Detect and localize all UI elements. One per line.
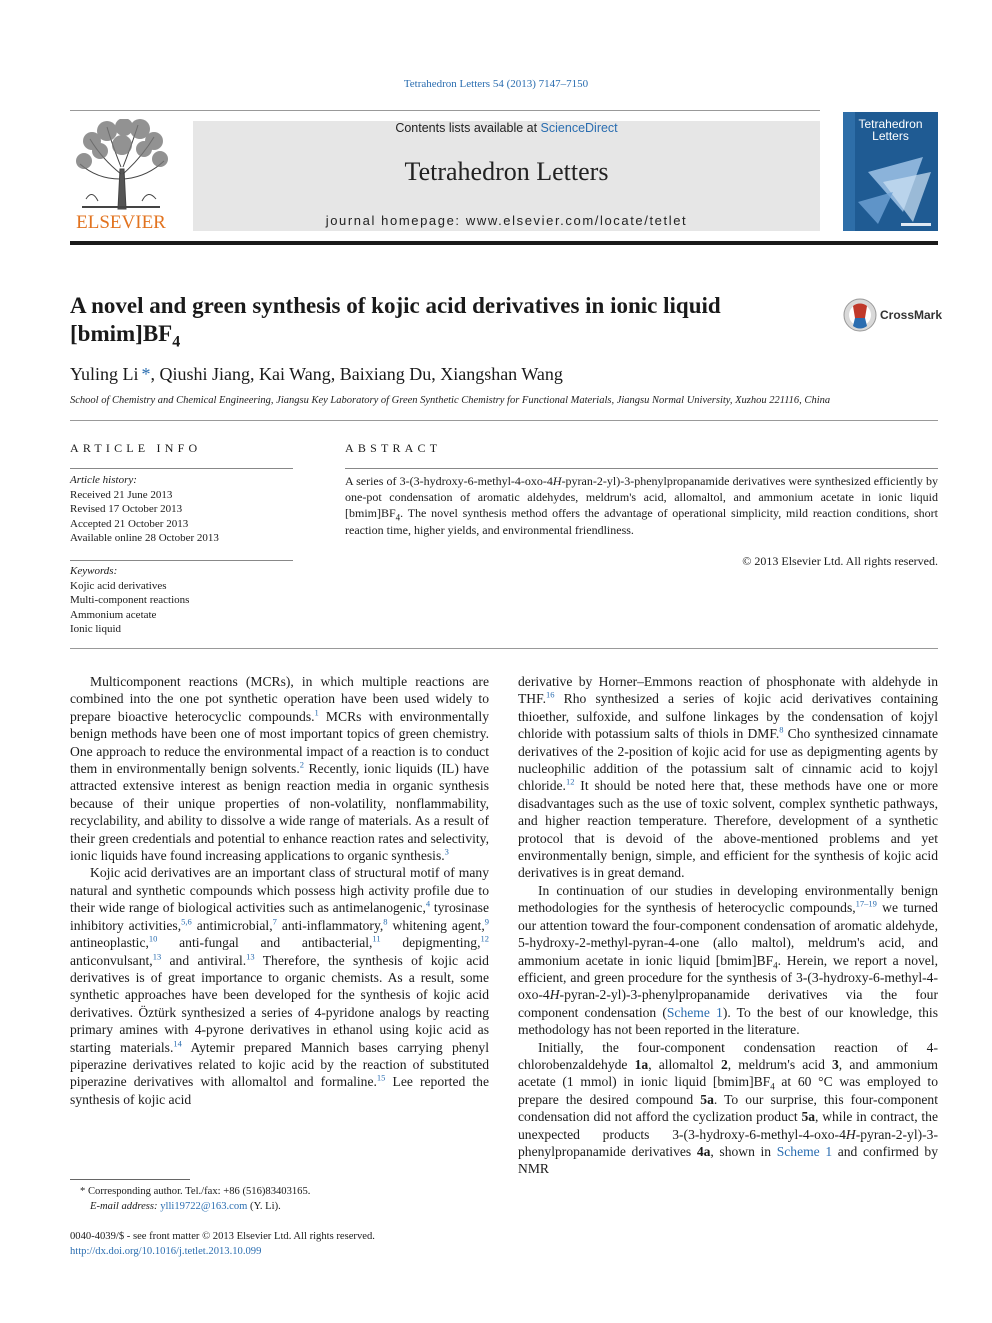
crossmark-label: CrossMark <box>880 308 943 322</box>
article-title <box>70 292 830 351</box>
abstract-copyright: © 2013 Elsevier Ltd. All rights reserved. <box>742 554 938 568</box>
footnote-rule <box>70 1179 190 1180</box>
elsevier-wordmark: ELSEVIER <box>76 212 166 233</box>
article-info-rule <box>70 468 293 469</box>
footnote-corresponding: * Corresponding author. Tel./fax: +86 (516)83403165. <box>80 1186 311 1197</box>
body-paragraph: Kojic acid derivatives are an important class of structural motif of many natural and synthetic compounds which possess high activity profile due to their wide range of biological activities such as antimelanogenic,$^4$ tyrosinase inhibitory activities,$^{5,6}$ antimicrobial,$^7$ anti-inflammatory,$^8$ whitening agent,$^9$ antineoplastic,$^{10}$ anti-fungal and antibacterial,$^{11}$ depigmenting,$^{12}$ anticonvulsant,$^{13}$ and antiviral.$^{13}$ Therefore, the synthesis of kojic acid derivatives is of great importance to organic chemists. As a result, some synthetic approaches have been developed for the synthesis of kojic acid derivatives. Öztürk synthesized a series of 4-pyridone analogs by reacting primary amines with 4-pyrone derivatives in ethanol using kojic acid as starting materials.$^{14}$ Aytemir prepared Mannich bases carrying phenyl piperazine derivatives related to kojic acid by the reaction of substituted piperazine derivatives with allomaltol and formaline.$^{15}$ Lee reported the synthesis of kojic acid <box>70 865 489 1107</box>
footnote-corresponding-text: Corresponding author. Tel./fax: +86 (516)83403165. <box>87 1186 311 1197</box>
homepage-prefix: journal homepage: <box>325 213 466 228</box>
author-first[interactable]: Yuling Li <box>70 364 139 384</box>
title-subscript: 4 <box>172 333 181 351</box>
contents-line <box>193 121 820 135</box>
author-rest: , Qiushi Jiang, Kai Wang, Baixiang Du, Xiangshan Wang <box>150 364 563 384</box>
history-revised: Revised 17 October 2013 <box>70 503 183 515</box>
keyword-item: Multi-component reactions <box>70 594 190 606</box>
issn-line: 0040-4039/$ - see front matter © 2013 Elsevier Ltd. All rights reserved. <box>70 1231 375 1242</box>
header-thick-rule <box>70 241 938 245</box>
doi-link[interactable]: http://dx.doi.org/10.1016/j.tetlet.2013.10.099 <box>70 1245 262 1257</box>
title-line2: [bmim]BF <box>70 321 173 346</box>
history-online: Available online 28 October 2013 <box>70 532 219 544</box>
corresponding-author-mark[interactable]: * <box>141 364 151 384</box>
author-affiliation: School of Chemistry and Chemical Engineering, Jiangsu Key Laboratory of Green Synthetic Chemistry for Functional Materials, Jiangsu Normal University, Xuzhou 221116, China <box>70 395 831 406</box>
abstract-rule <box>345 468 938 469</box>
scheme-link[interactable]: Scheme 1 <box>666 1004 723 1020</box>
cover-title-line1: Tetrahedron <box>858 117 923 131</box>
abstract-text: A series of 3-(3-hydroxy-6-methyl-4-oxo-4H-pyran-2-yl)-3-phenylpropanamide derivatives were synthesized efficiently by one-pot condensation of aromatic aldehydes, meldrum's acid, allomaltol, and ammonium acetate in ionic liquid $[bmim]BF_4$. The novel synthesis method offers the advantage of operational simplicity, mild reaction conditions, short reaction time, higher yields, and environmental friendliness. <box>345 474 938 537</box>
abstract-heading: ABSTRACT <box>345 441 442 455</box>
keywords-block <box>70 564 293 637</box>
body-paragraph: derivative by Horner–Emmons reaction of phosphonate with aldehyde in THF.$^{16}$ Rho synthesized a series of kojic acid derivatives containing thioether, sulfoxide, and sulfone linkages by the condensation of kojyl chloride with potassium salts of thiols in DMF.$^8$ Cho synthesized cinnamate derivatives of the 2-position of kojic acid for use as depigmenting agents by nucleophilic addition of the potassium salt of cinnamic acid to kojyl chloride.$^{12}$ It should be noted here that, these methods have one or more disadvantages such as the use of toxic solvent, complex synthetic pathways, and higher reaction temperature. Therefore, development of a synthetic protocol that is devoid of the above-mentioned problems and yet environmentally benign, simple, and efficient for the synthesis of kojic acid derivatives is in great demand. <box>518 674 938 881</box>
scheme-link[interactable]: Scheme 1 <box>776 1143 833 1159</box>
keyword-item: Ionic liquid <box>70 623 122 635</box>
keyword-item: Ammonium acetate <box>70 608 157 621</box>
body-paragraph: Multicomponent reactions (MCRs), in which multiple reactions are combined into the one pot synthetic operation have been used widely to prepare bioactive heterocyclic compounds.$^1$ MCRs with environmentally benign methods have been one of most important topics of green chemistry. One approach to reduce the environmental impact of a reaction is to conduct them in environmentally benign solvents.$^2$ Recently, ionic liquids (IL) have attracted extensive interest as benign reaction media in organic synthesis because of their unique properties of non-volatility, nonflammability, recyclability, and ability to dissolve a wide range of materials. As a result of their green credentials and potential to enhance reaction rates and selectivity, ionic liquids have found increasing applications to organic synthesis.$^3$ <box>70 674 489 864</box>
crossmark-icon <box>843 298 877 332</box>
elsevier-logo[interactable] <box>70 119 172 233</box>
body-column-right <box>518 673 938 1178</box>
issn-block <box>70 1230 490 1259</box>
body-paragraph: Initially, the four-component condensation reaction of 4-chlorobenzaldehyde 1a, allomaltol 2, meldrum's acid 3, and ammonium acetate (1 mmol) in ionic liquid $[bmim]BF_4$ at 60 °C was employed to prepare the desired compound 5a. To our surprise, this four-component condensation did not afford the cyclization product 5a, while in contract, the unexpected products 3-(3-hydroxy-6-methyl-4-oxo-4H-pyran-2-yl)-3- phenylpropanamide derivatives 4a, shown in Scheme 1 and confirmed by NMR <box>518 1039 939 1177</box>
keywords-label: Keywords: <box>70 565 118 577</box>
history-label: Article history: <box>70 474 137 486</box>
body-column-left <box>70 673 489 1108</box>
cover-title-line2: Letters <box>872 129 909 143</box>
title-line1: A novel and green synthesis of kojic acid derivatives in ionic liquid <box>70 293 721 318</box>
journal-homepage <box>193 213 820 228</box>
email-link[interactable]: ylli19722@163.com <box>160 1200 248 1212</box>
body-rule <box>70 648 938 649</box>
sciencedirect-link[interactable]: ScienceDirect <box>540 121 618 135</box>
header-top-rule <box>70 110 820 111</box>
email-label: E-mail address: <box>90 1200 158 1212</box>
article-history <box>70 473 293 546</box>
keyword-item: Kojic acid derivatives <box>70 579 167 592</box>
journal-name: Tetrahedron Letters <box>404 157 609 186</box>
journal-citation[interactable]: Tetrahedron Letters 54 (2013) 7147–7150 <box>403 78 589 90</box>
affiliation-rule <box>70 420 938 421</box>
journal-cover-thumbnail[interactable] <box>843 112 938 231</box>
contents-prefix: Contents lists available at <box>395 121 541 135</box>
homepage-url[interactable]: www.elsevier.com/locate/tetlet <box>465 213 688 228</box>
keywords-rule <box>70 560 293 561</box>
history-accepted: Accepted 21 October 2013 <box>70 517 189 530</box>
history-received: Received 21 June 2013 <box>70 488 173 501</box>
article-info-heading: ARTICLE INFO <box>70 441 202 455</box>
body-paragraph: In continuation of our studies in developing environmentally benign methodologies for the synthesis of heterocyclic compounds,$^{17-19}$ we turned our attention toward the four-component condensation of aromatic aldehyde, 5-hydroxy-2-methyl-pyran-4-one (allo maltol), meldrum's acid, and ammonium acetate in ionic liquid $[bmim]BF_4$. Herein, we report a novel, efficient, and green procedure for the synthesis of 3-(3-hydroxy-6-methyl-4-oxo-4H-pyran-2-yl)-3-phenylpropanamide derivatives via the four component condensation (Scheme 1). To the best of our knowledge, this methodology has not been reported in the literature. <box>518 882 939 1038</box>
elsevier-tree-icon <box>72 119 170 211</box>
author-list <box>70 364 563 385</box>
email-suffix: (Y. Li). <box>250 1200 281 1212</box>
crossmark-badge[interactable] <box>843 298 943 334</box>
cover-art-icon <box>843 112 938 231</box>
footnote-email-line <box>70 1200 490 1215</box>
corresponding-author-footnote <box>70 1185 490 1214</box>
